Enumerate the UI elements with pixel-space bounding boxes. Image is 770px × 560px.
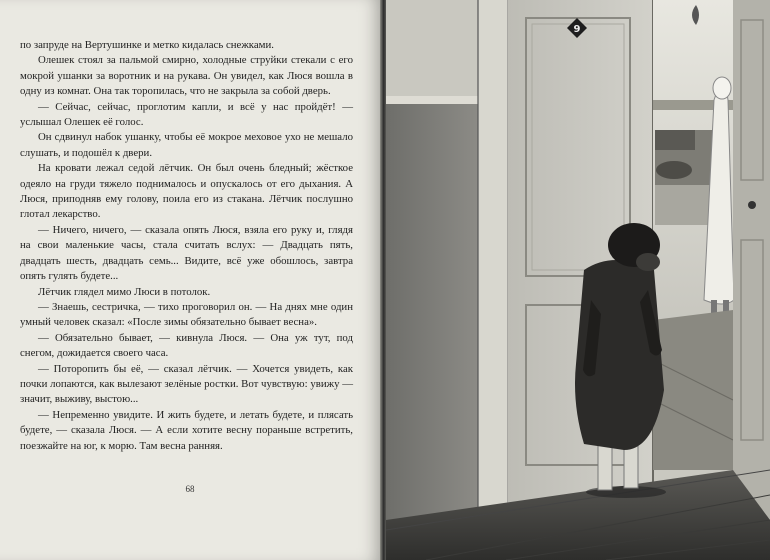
door-frame [478, 0, 508, 520]
door-handle-icon [748, 201, 756, 209]
illustration [386, 0, 770, 560]
door-number: 9 [573, 24, 581, 35]
page-number: 68 [185, 484, 195, 494]
paragraph: Лётчик глядел мимо Люси в потолок. [38, 285, 211, 298]
paragraph: На кровати лежал седой лётчик. Он был очень бледный; жёсткое одеяло на груди тяжело поднималось и опускалось от его дыхания. А Люся, приподняв ему голову, поила его из стакана. Лётчик послушно глотал лекарство. [20, 162, 353, 221]
paragraph: — Поторопить бы её, — сказал лётчик. — Хочется увидеть, как почки лопаются, как вылезают зелёные ростки. Вот чувствую: увижу — значит, выживу, выстою... [20, 362, 353, 406]
paragraph: Олешек стоял за пальмой смирно, холодные струйки стекали с его мокрой ушанки за воротник и на рукава. Он увидел, как Люся вошла в одну из комнат. Она так торопилась, что не закрыла за собой дверь. [20, 54, 353, 98]
wall-panel [386, 100, 478, 520]
paragraph: — Знаешь, сестричка, — тихо проговорил он. — На днях мне один умный человек сказал: «После зимы обязательно бывает весна». [20, 300, 353, 329]
wall-trim [386, 96, 480, 104]
left-page [0, 0, 380, 560]
paragraph: — Ничего, ничего, — сказала опять Люся, взяла его руку и, глядя на свои маленькие часы, стала считать вслух: — Двадцать пять, двадцать шесть, двадцать семь... Видите, всё уже обошлось, завтра опять гулять будете... [20, 223, 353, 283]
paragraph: — Непременно увидите. И жить будете, и летать будете, и плясать будете, — сказала Люся. — А если хотите весну пораньше встретить, поезжайте на юг, к морю. Там весна ранняя. [20, 408, 353, 452]
page-text [20, 38, 353, 454]
paragraph: — Обязательно бывает, — кивнула Люся. — Она уж тут, под снегом, дожидается своего часа. [20, 331, 353, 360]
paragraph: — Сейчас, сейчас, проглотим капли, и всё у нас пройдёт! — услышал Олешек её голос. [20, 100, 353, 129]
right-page-illustration [386, 0, 770, 560]
paragraph: по запруде на Вертушинке и метко кидалась снежками. [20, 39, 274, 51]
room-floor [653, 310, 733, 470]
paragraph: Он сдвинул набок ушанку, чтобы её мокрое меховое ухо не мешало слушать, и подошёл к двери. [20, 131, 353, 159]
open-door-leaf [733, 0, 770, 520]
